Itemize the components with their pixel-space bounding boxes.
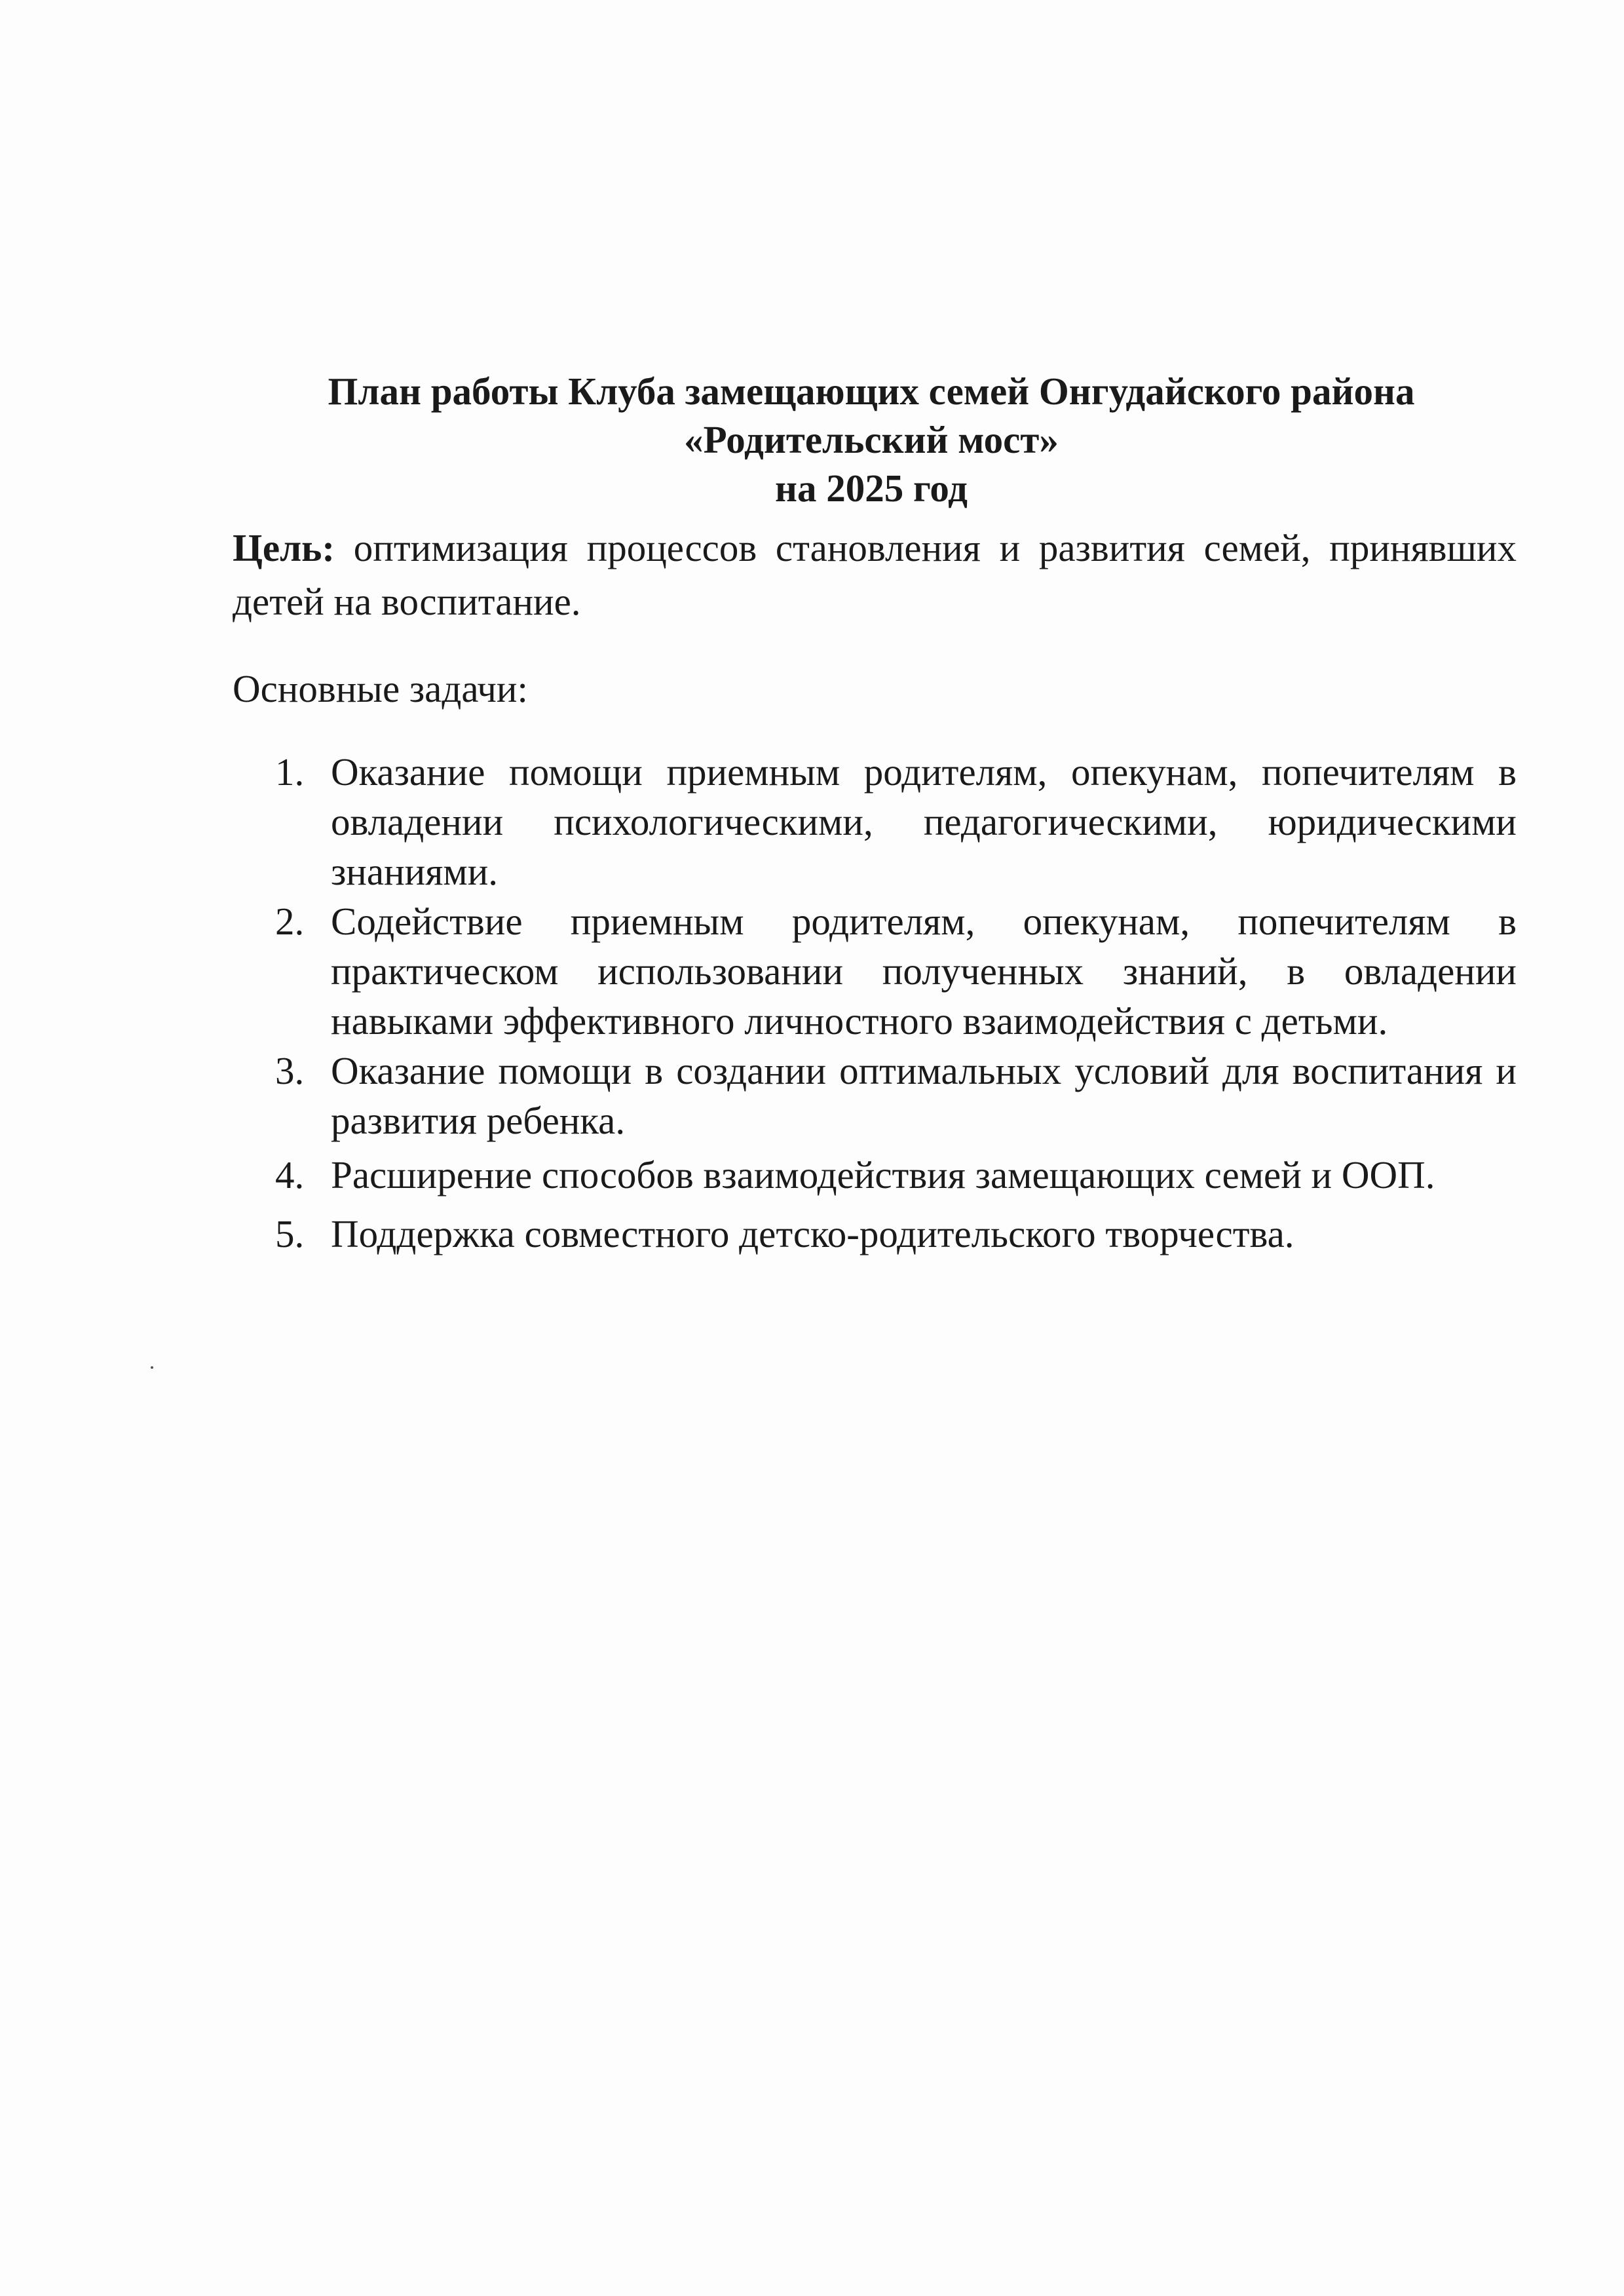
goal-label: Цель:	[233, 526, 335, 569]
task-number: 2.	[275, 900, 305, 943]
task-number: 4.	[275, 1153, 305, 1196]
task-number: 5.	[275, 1212, 305, 1255]
document-title	[216, 367, 1526, 512]
task-text: Расширение способов взаимодействия замещающих семей и ООП.	[331, 1153, 1435, 1196]
task-text: Оказание помощи приемным родителям, опекунам, попечителям в овладении психологическими, педагогическими, юридическими знаниями.	[331, 750, 1517, 893]
task-text: Поддержка совместного детско-родительского творчества.	[331, 1212, 1294, 1255]
task-item	[275, 896, 1517, 1046]
task-number: 3.	[275, 1049, 305, 1092]
tasks-heading: Основные задачи:	[233, 667, 528, 710]
tasks-list	[275, 747, 1517, 1263]
title-line-3: на 2025 год	[775, 467, 968, 510]
task-item	[275, 747, 1517, 896]
scan-artifact-dot	[151, 1366, 153, 1369]
task-number: 1.	[275, 750, 305, 794]
title-line-2: «Родительский мост»	[684, 418, 1059, 461]
goal-text: оптимизация процессов становления и развития семей, принявших детей на воспитание.	[233, 526, 1517, 623]
goal-paragraph	[233, 521, 1517, 628]
task-text: Оказание помощи в создании оптимальных условий для воспитания и развития ребенка.	[331, 1049, 1517, 1142]
task-item	[275, 1046, 1517, 1145]
task-item	[275, 1145, 1517, 1204]
task-text: Содействие приемным родителям, опекунам, попечителям в практическом использовании полученных знаний, в овладении навыками эффективного личностного взаимодействия с детьми.	[331, 900, 1517, 1043]
title-line-1: План работы Клуба замещающих семей Онгудайского района	[328, 370, 1415, 413]
task-item	[275, 1204, 1517, 1263]
